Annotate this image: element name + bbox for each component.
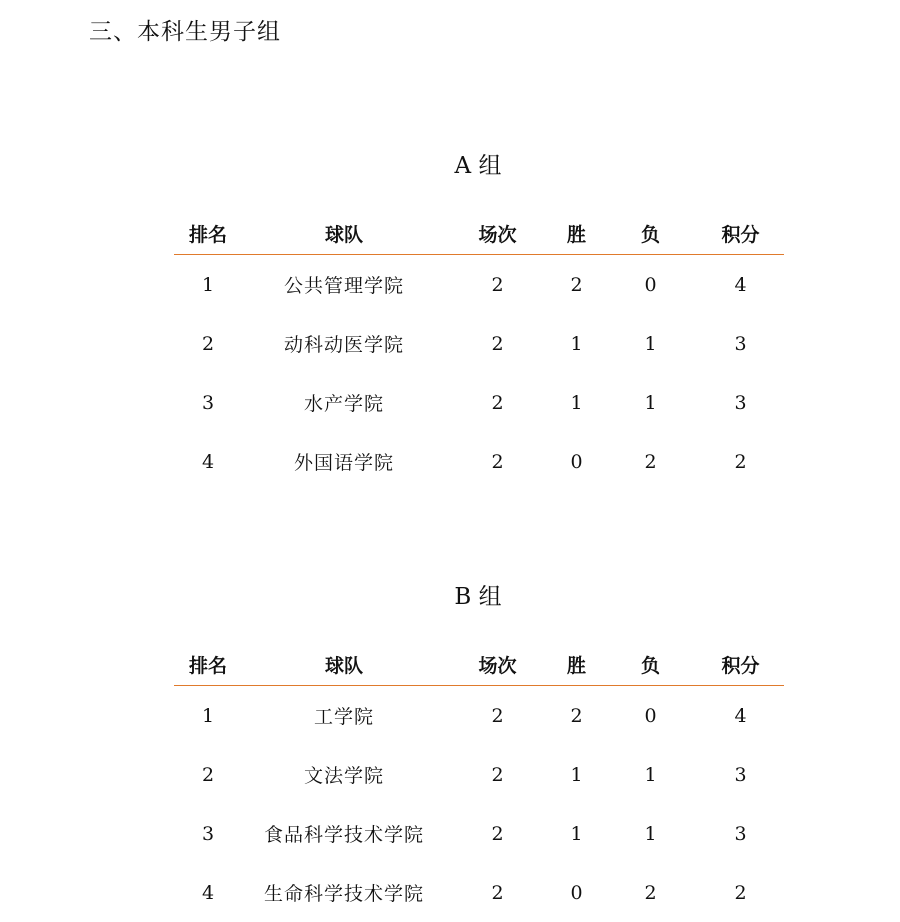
rank-cell: 3 [201, 822, 215, 845]
header-rank: 排名 [174, 213, 242, 255]
table-header-row [174, 213, 784, 255]
group-b-title: B 组 [454, 584, 502, 610]
header-wins: 胜 [549, 213, 604, 255]
losses-cell: 0 [644, 704, 657, 727]
rank-cell: 4 [201, 450, 215, 473]
team-cell: 公共管理学院 [283, 275, 404, 297]
team-cell: 文法学院 [303, 765, 384, 787]
group-b-standings-table [174, 644, 784, 922]
team-cell: 水产学院 [303, 393, 384, 415]
losses-cell: 1 [644, 763, 657, 786]
games-cell: 2 [491, 273, 504, 296]
wins-cell: 1 [570, 391, 583, 414]
wins-cell: 1 [570, 763, 583, 786]
points-cell: 3 [734, 763, 747, 786]
team-cell: 外国语学院 [293, 452, 394, 474]
table-row [174, 745, 784, 804]
table-row [174, 804, 784, 863]
points-cell: 2 [734, 450, 747, 473]
rank-cell: 4 [201, 881, 215, 904]
header-losses: 负 [604, 213, 697, 255]
group-a-standings-table [174, 213, 784, 491]
wins-cell: 1 [570, 332, 583, 355]
rank-cell: 3 [201, 391, 215, 414]
losses-cell: 2 [644, 881, 657, 904]
points-cell: 3 [734, 332, 747, 355]
team-cell: 工学院 [313, 706, 374, 728]
points-cell: 4 [734, 273, 747, 296]
header-games: 场次 [446, 213, 549, 255]
rank-cell: 2 [201, 332, 215, 355]
games-cell: 2 [491, 822, 504, 845]
group-a-title: A 组 [454, 153, 502, 179]
losses-cell: 1 [644, 391, 657, 414]
games-cell: 2 [491, 704, 504, 727]
losses-cell: 0 [644, 273, 657, 296]
team-cell: 动科动医学院 [283, 334, 404, 356]
table-header-row [174, 644, 784, 686]
points-cell: 3 [734, 822, 747, 845]
rank-cell: 2 [201, 763, 215, 786]
points-cell: 2 [734, 881, 747, 904]
header-wins: 胜 [549, 644, 604, 686]
points-cell: 3 [734, 391, 747, 414]
games-cell: 2 [491, 391, 504, 414]
wins-cell: 1 [570, 822, 583, 845]
games-cell: 2 [491, 881, 504, 904]
header-games: 场次 [446, 644, 549, 686]
wins-cell: 2 [570, 273, 583, 296]
wins-cell: 2 [570, 704, 583, 727]
wins-cell: 0 [570, 450, 583, 473]
points-cell: 4 [734, 704, 747, 727]
table-row [174, 373, 784, 432]
table-row [174, 432, 784, 491]
table-row [174, 686, 784, 746]
games-cell: 2 [491, 450, 504, 473]
losses-cell: 1 [644, 332, 657, 355]
header-rank: 排名 [174, 644, 242, 686]
table-row [174, 255, 784, 315]
rank-cell: 1 [201, 704, 215, 727]
header-points: 积分 [697, 644, 784, 686]
table-row [174, 314, 784, 373]
losses-cell: 2 [644, 450, 657, 473]
team-cell: 食品科学技术学院 [263, 824, 424, 846]
header-team: 球队 [242, 644, 446, 686]
wins-cell: 0 [570, 881, 583, 904]
rank-cell: 1 [201, 273, 215, 296]
games-cell: 2 [491, 332, 504, 355]
header-team: 球队 [242, 213, 446, 255]
losses-cell: 1 [644, 822, 657, 845]
header-losses: 负 [604, 644, 697, 686]
table-row [174, 863, 784, 922]
section-title: 三、本科生男子组 [89, 19, 281, 45]
games-cell: 2 [491, 763, 504, 786]
header-points: 积分 [697, 213, 784, 255]
team-cell: 生命科学技术学院 [263, 883, 424, 905]
